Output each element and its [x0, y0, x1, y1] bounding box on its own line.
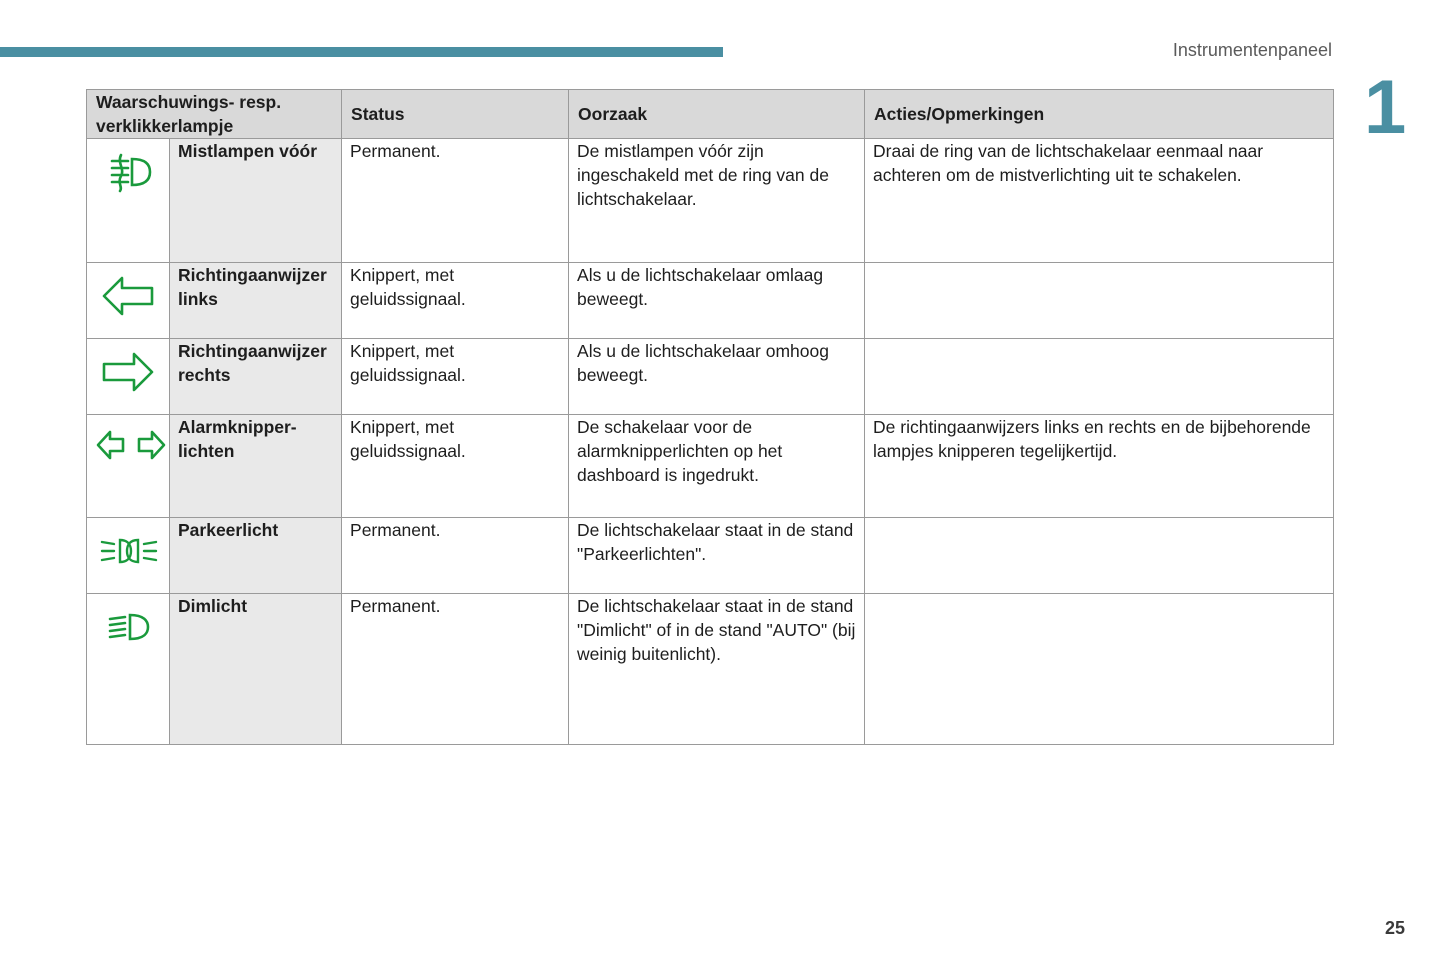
icon-cell	[87, 415, 170, 518]
section-title: Instrumentenpaneel	[1172, 40, 1332, 60]
table-row	[87, 594, 1334, 745]
lamp-name: Dimlicht	[170, 594, 342, 745]
column-header-status: Status	[342, 90, 569, 139]
cause-cell: De lichtschakelaar staat in de stand "Parkeerlichten".	[569, 518, 865, 594]
icon-cell	[87, 518, 170, 594]
column-header-lamp: Waarschuwings- resp. verklikkerlampje	[87, 90, 342, 139]
icon-cell	[87, 594, 170, 745]
icon-cell	[87, 339, 170, 415]
arrow-left-icon	[98, 273, 158, 319]
status-cell: Knippert, met geluidssignaal.	[342, 415, 569, 518]
table-row	[87, 339, 1334, 415]
status-cell: Permanent.	[342, 139, 569, 263]
cause-cell: Als u de lichtschakelaar omhoog beweegt.	[569, 339, 865, 415]
status-cell: Knippert, met geluidssignaal.	[342, 263, 569, 339]
page-number: 25	[1384, 918, 1405, 938]
status-cell: Permanent.	[342, 518, 569, 594]
warning-lamps-table	[86, 89, 1334, 745]
actions-cell	[865, 263, 1334, 339]
status-cell: Permanent.	[342, 594, 569, 745]
table-row	[87, 263, 1334, 339]
table-row	[87, 139, 1334, 263]
column-header-actions: Acties/Opmerkingen	[865, 90, 1334, 139]
actions-cell: De richtingaanwijzers links en rechts en de bijbehorende lampjes knipperen tegelijkertijd.	[865, 415, 1334, 518]
parking-light-icon	[96, 528, 160, 574]
lamp-name: Mistlampen vóór	[170, 139, 342, 263]
arrow-right-icon	[98, 349, 158, 395]
lamp-name: Richtingaanwijzer links	[170, 263, 342, 339]
low-beam-icon	[98, 604, 158, 650]
actions-cell	[865, 339, 1334, 415]
status-cell: Knippert, met geluidssignaal.	[342, 339, 569, 415]
icon-cell	[87, 263, 170, 339]
chapter-number: 1	[1364, 65, 1407, 150]
lamp-name: Alarmknipper-lichten	[170, 415, 342, 518]
lamp-name: Parkeerlicht	[170, 518, 342, 594]
hazard-arrows-icon	[95, 425, 167, 465]
actions-cell	[865, 518, 1334, 594]
table-row	[87, 415, 1334, 518]
table-row	[87, 518, 1334, 594]
header-accent-bar	[0, 47, 723, 57]
column-header-cause: Oorzaak	[569, 90, 865, 139]
icon-cell	[87, 139, 170, 263]
actions-cell: Draai de ring van de lichtschakelaar eenmaal naar achteren om de mistverlichting uit te schakelen.	[865, 139, 1334, 263]
lamp-name: Richtingaanwijzer rechts	[170, 339, 342, 415]
cause-cell: De lichtschakelaar staat in de stand "Dimlicht" of in de stand "AUTO" (bij weinig buitenlicht).	[569, 594, 865, 745]
cause-cell: Als u de lichtschakelaar omlaag beweegt.	[569, 263, 865, 339]
table-header-row	[87, 90, 1334, 139]
cause-cell: De schakelaar voor de alarmknipperlichten op het dashboard is ingedrukt.	[569, 415, 865, 518]
cause-cell: De mistlampen vóór zijn ingeschakeld met de ring van de lichtschakelaar.	[569, 139, 865, 263]
actions-cell	[865, 594, 1334, 745]
front-fog-lamp-icon	[98, 149, 158, 195]
